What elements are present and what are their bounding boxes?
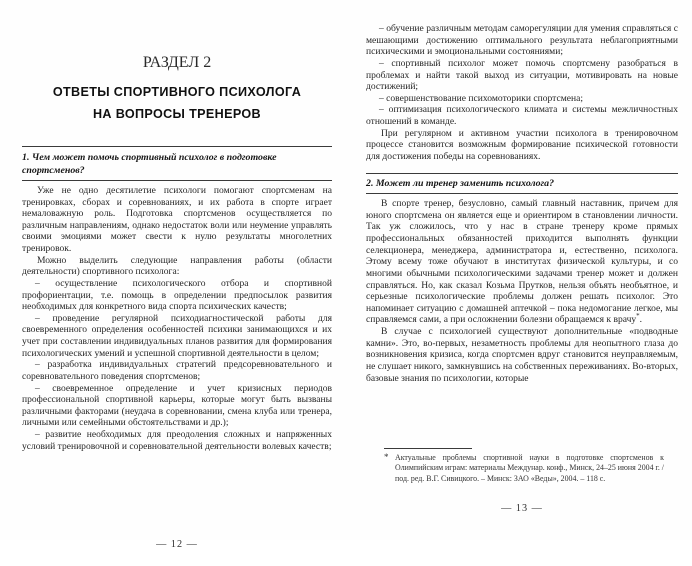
list-item-psychodiagnostics: – проведение регулярной психодиагностической работы для своевременного определения особенностей психики занимающихся и их учет при составлении индивидуальных планов развития для формирования психологических умений и успешной спортивной деятельности в целом; (22, 312, 332, 359)
question-heading-1: 1. Чем может помочь спортивный психолог в подготовке спортсменов? (22, 146, 332, 181)
footnote-marker: * (384, 451, 389, 462)
paragraph-coach-role: В спорте тренер, безусловно, самый главный наставник, причем для юного спортсмена он является еще и ориентиром в становлении личности. Так уж сложилось, что у нас в стране тренеру кроме прямых профессиональных обязанностей приходится выполнять функции селекционера, менеджера, администратора и, естественно, психолога. Этому всему тоже обучают в институтах физической культуры, и со многими обычными психологическими задачами тренер может и должен справляться. Но, как сказал Козьма Прутков, нельзя объять необъятное, и серьезные психологические проблемы должен решать психолог. Это напоминает ситуацию с домашней аптечкой – пока недомогание легкое, мы справляемся сами, а при осложнении болезни обращаемся к врачу*. (366, 198, 678, 326)
footnote-zone (384, 448, 664, 484)
right-page (348, 0, 692, 540)
paragraph-coach-role-text: В спорте тренер, безусловно, самый главный наставник, причем для юного спортсмена он является еще и ориентиром в становлении личности. Так уж сложилось, что у нас в стране тренеру кроме прямых профессиональных обязанностей приходится выполнять функции селекционера, менеджера, администратора и, естественно, психолога. Этому всему тоже обучают в институтах физической культуры, и со многими обычными психологическими задачами тренер может и должен справляться. Но, как сказал Козьма Прутков, нельзя объять необъятное, и серьезные психологические проблемы должен решать психолог. Это напоминает ситуацию с домашней аптечкой – пока недомогание легкое, мы справляемся сами, а при осложнении болезни обращаемся к врачу (366, 198, 678, 326)
paragraph-regular-participation: При регулярном и активном участии психолога в тренировочном процессе становится возможным формирование психической готовности для достижения победы на соревнованиях. (366, 127, 678, 162)
folio-right: — 13 — (501, 503, 543, 514)
paragraph-pitfalls: В случае с психологией существуют дополнительные «подводные камни». Это, во-первых, незаметность проблемы для неопытного глаза до возникновения кризиса, когда спортсмен вдруг становится неуправляемым, не слушает никого, замкнувшись на собственных переживаниях. Во-вторых, базовые знания по психологии, которые (366, 326, 678, 384)
footnote-text: Актуальные проблемы спортивной науки в подготовке спортсменов к Олимпийским играм: материалы Междунар. конф., Минск, 24–25 июня 2004 г. / под. ред. В.Г. Сивицкого. – Минск: ЗАО «Веды», 2004. – 118 с. (395, 452, 664, 483)
section-label: РАЗДЕЛ 2 (142, 54, 212, 71)
paragraph-intro: Уже не одно десятилетие психологи помогают спортсменам на тренировках, сборах и соревнованиях, и их работа в спорте играет немаловажную роль. Подготовка спортсменов осуществляется по различным направлениям, однако недостаток воли или неумение управлять своими эмоциями может свести к нулю результаты многолетних тренировок. (22, 184, 332, 254)
right-page-column (366, 18, 678, 530)
folio-left: — 12 — (156, 539, 198, 550)
list-item-crisis-periods: – своевременное определение и учет кризисных периодов профессиональной спортивной карьеры, которые могут быть вызваны различными факторами (неудача в соревновании, смена клуба или тренера, личными или семейными обстоятельствами и др.); (22, 382, 332, 429)
section-title-block (22, 54, 332, 124)
list-item-selection: – осуществление психологического отбора и спортивной профориентации, т.е. помощь в определении предпосылок развития необходимых для конкретного вида спорта психических качеств; (22, 277, 332, 313)
footnote-reference-marker: * (636, 312, 640, 321)
paragraph-directions-lead: Можно выделить следующие направления работы (области деятельности) спортивного психолога: (22, 254, 332, 278)
list-item-climate-optimization: – оптимизация психологического климата и системы межличностных отношений в команде. (366, 104, 678, 127)
list-item-problem-solving: – спортивный психолог может помочь спортсмену разобраться в проблемах и найти такой выход из ситуации, мотивировать на новые достижений; (366, 57, 678, 93)
section-heading-line-1: ОТВЕТЫ СПОРТИВНОГО ПСИХОЛОГА (52, 85, 302, 99)
left-page-column (22, 54, 332, 566)
footnote-separator-rule (384, 448, 472, 449)
footnote (384, 453, 664, 484)
list-item-self-regulation: – обучение различным методам саморегуляции для умения справляться с мешающими достижению оптимального результата неблагоприятными психическими и эмоциональными состояниями; (366, 23, 678, 58)
list-item-strategies: – разработка индивидуальных стратегий предсоревновательного и соревновательного поведения спортсменов; (22, 359, 332, 382)
left-page (0, 0, 348, 550)
list-item-volitional-qualities: – развитие необходимых для преодоления сложных и напряженных условий тренировочной и соревновательной деятельности волевых качеств; (22, 429, 332, 452)
list-item-psychomotor: – совершенствование психомоторики спортсмена; (379, 92, 583, 104)
question-heading-2: 2. Может ли тренер заменить психолога? (366, 173, 678, 195)
section-heading-line-2: НА ВОПРОСЫ ТРЕНЕРОВ (92, 106, 262, 121)
